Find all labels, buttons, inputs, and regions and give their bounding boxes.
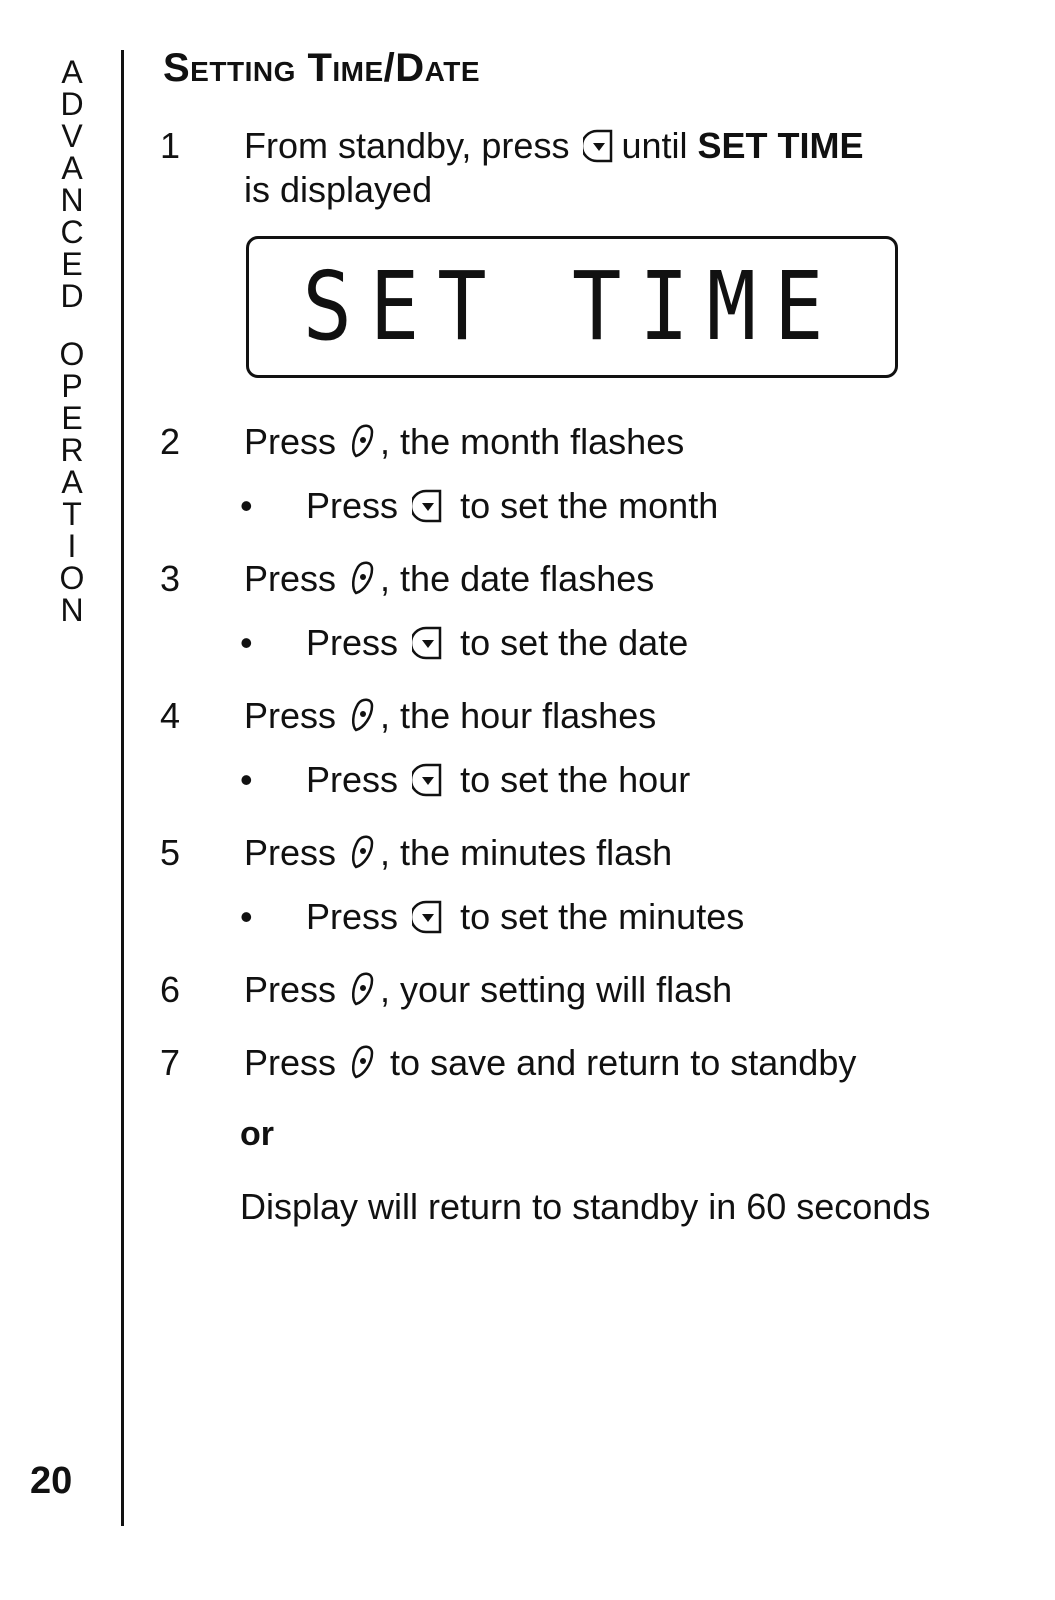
select-button-icon: [350, 422, 376, 460]
side-letter: I: [67, 528, 77, 564]
step-text-before: Press: [244, 832, 337, 873]
substep-prefix: Press: [306, 759, 399, 800]
side-letter: N: [60, 592, 84, 628]
step-number: 2: [160, 421, 181, 462]
side-letter: V: [61, 118, 83, 154]
step-number: 6: [160, 969, 181, 1010]
side-letter: N: [60, 182, 84, 218]
step-text: [244, 557, 654, 601]
step-text-after: , the month flashes: [380, 421, 685, 462]
step-number: 1: [160, 125, 181, 166]
step-number: 7: [160, 1042, 181, 1083]
substep-action: to set the minutes: [460, 896, 745, 937]
side-letter: A: [61, 54, 83, 90]
side-letter: D: [60, 86, 84, 122]
side-letter: T: [62, 496, 82, 532]
lcd-display: [246, 236, 898, 378]
down-arrow-button-icon: [412, 762, 446, 798]
substep-action: to set the month: [460, 485, 719, 526]
side-letter: O: [59, 560, 85, 596]
step-text-after: , the date flashes: [380, 558, 655, 599]
step-text-after: , the minutes flash: [380, 832, 673, 873]
side-letter: P: [61, 368, 83, 404]
step-text-after: to save and return to standby: [380, 1042, 857, 1083]
down-arrow-button-icon: [583, 128, 617, 164]
step-text: [244, 420, 684, 464]
bullet: •: [240, 485, 253, 526]
side-letter: D: [60, 278, 84, 314]
side-letter: E: [61, 246, 83, 282]
down-arrow-button-icon: [412, 625, 446, 661]
step-text-before: Press: [244, 969, 337, 1010]
substep-text: [306, 484, 718, 528]
side-letter: O: [59, 336, 85, 372]
substep-prefix: Press: [306, 485, 399, 526]
step-number: 5: [160, 832, 181, 873]
step-text-bold: SET TIME: [697, 125, 864, 166]
substep-text: [306, 895, 744, 939]
step-text: [244, 694, 656, 738]
step-text: [244, 124, 864, 168]
or-separator: or: [240, 1115, 274, 1153]
step-text-line2: is displayed: [244, 169, 433, 210]
select-button-icon: [350, 1043, 376, 1081]
timeout-note: Display will return to standby in 60 seconds: [240, 1186, 931, 1227]
step-number: 3: [160, 558, 181, 599]
substep-action: to set the hour: [460, 759, 691, 800]
bullet: •: [240, 896, 253, 937]
step-number: 4: [160, 695, 181, 736]
page-number: 20: [30, 1460, 73, 1502]
side-letter: C: [60, 214, 84, 250]
side-letter: E: [61, 400, 83, 436]
lcd-text: SET TIME: [302, 252, 842, 362]
bullet: •: [240, 622, 253, 663]
side-letter: A: [61, 464, 83, 500]
step-text-before: From standby, press: [244, 125, 570, 166]
side-letter: A: [61, 150, 83, 186]
select-button-icon: [350, 559, 376, 597]
down-arrow-button-icon: [412, 488, 446, 524]
step-text-before: Press: [244, 558, 337, 599]
substep-prefix: Press: [306, 622, 399, 663]
substep-action: to set the date: [460, 622, 689, 663]
step-text-before: Press: [244, 421, 337, 462]
down-arrow-button-icon: [412, 899, 446, 935]
step-text: [244, 831, 672, 875]
step-text-before: Press: [244, 695, 337, 736]
substep-text: [306, 621, 688, 665]
step-text: [244, 968, 732, 1012]
substep-prefix: Press: [306, 896, 399, 937]
section-title: Setting Time/Date: [163, 46, 481, 90]
margin-rule: [121, 50, 124, 1526]
step-text-before: Press: [244, 1042, 337, 1083]
select-button-icon: [350, 696, 376, 734]
bullet: •: [240, 759, 253, 800]
step-text-after: until: [621, 125, 688, 166]
select-button-icon: [350, 970, 376, 1008]
side-letter: R: [60, 432, 84, 468]
step-text-after: , your setting will flash: [380, 969, 733, 1010]
step-text-after: , the hour flashes: [380, 695, 657, 736]
select-button-icon: [350, 833, 376, 871]
side-section-label: [54, 56, 90, 626]
step-text: [244, 1041, 856, 1085]
substep-text: [306, 758, 690, 802]
